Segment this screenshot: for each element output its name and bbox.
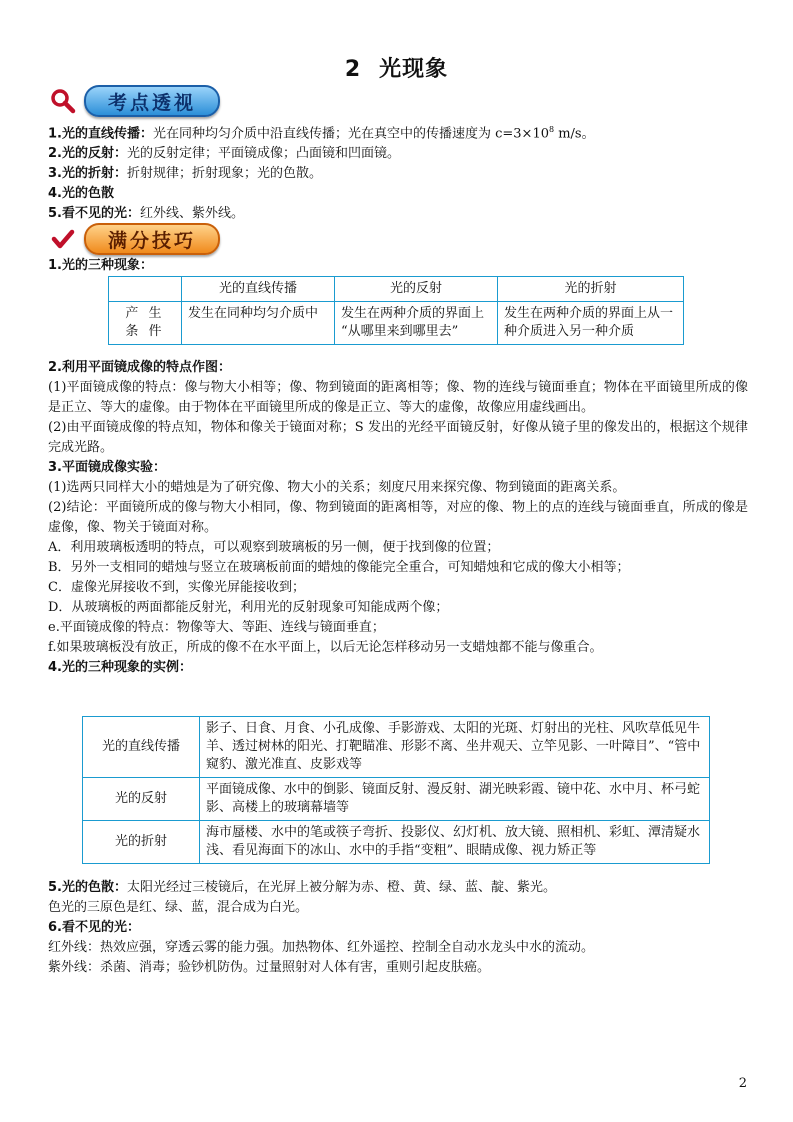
table-row: 光的直线传播 光的反射 光的折射 xyxy=(109,277,684,302)
list-item: 3.光的折射：折射规律；折射现象；光的色散。 xyxy=(48,166,322,182)
checkmark-icon xyxy=(48,224,78,254)
list-item: C．虚像光屏接收不到，实像光屏能接收到； xyxy=(48,580,305,595)
paragraph: 紫外线：杀菌、消毒；验钞机防伪。过量照射对人体有害，重则引起皮肤癌。 xyxy=(48,960,491,975)
page-title xyxy=(0,52,793,83)
section1-list xyxy=(48,120,748,224)
paragraph: (2)结论：平面镜所成的像与物大小相同，像、物到镜面的距离相等，对应的像、物上的点的连线与镜面垂直，所成的像是虚像，像、物关于镜面对称。 xyxy=(48,500,748,535)
section2-body: 2.利用平面镜成像的特点作图： (1)平面镜成像的特点：像与物大小相等；像、物到镜面的距离相等；像、物的连线与镜面垂直；物体在平面镜里所成的像是正立、等大的虚像。由于物体在平面镜里所成的像是正立、等大的虚像，故像应用虚线画出。 (2)由平面镜成像的特点知，物体和像关于镜面对称；S 发出的光经平面镜反射，好像从镜子里的像发出的，根据这个规律完成光路。 3.平面镜成像实验： (1)选两只同样大小的蜡烛是为了研究像、物大小的关系；刻度尺用来探究像、物到镜面的距离关系。 (2)结论：平面镜所成的像与物大小相同，像、物到镜面的距离相等，对应的像、物上的点的连线与镜面垂直，所成的像是虚像，像、物关于镜面对称。 A．利用玻璃板透明的特点，可以观察到玻璃板的另一侧，便于找到像的位置； B．另外一支相同的蜡烛与竖立在玻璃板前面的蜡烛的像能完全重合，可知蜡烛和它成的像大小相等； C．虚像光屏接收不到，实像光屏能接收到； D．从玻璃板的两面都能反射光，利用光的反射现象可知能成两个像； e.平面镜成像的特点：物像等大、等距、连线与镜面垂直； f.如果玻璃板没有放正，所成的像不在水平面上，以后无论怎样移动另一支蜡烛都不能与像重合。 4.光的三种现象的实例： xyxy=(48,360,748,675)
phenomena-table xyxy=(108,276,684,345)
paragraph: (2)由平面镜成像的特点知，物体和像关于镜面对称；S 发出的光经平面镜反射，好像从镜子里的像发出的，根据这个规律完成光路。 xyxy=(48,420,748,455)
section-badge-manfen xyxy=(48,224,220,254)
table-row: 光的直线传播 影子、日食、月食、小孔成像、手影游戏、太阳的光斑、灯射出的光柱、风吹草低见牛羊、透过树林的阳光、打靶瞄准、形影不离、坐井观天、立竿见影、一叶障目”、“管中窥豹、激光准直、皮影戏等 xyxy=(83,717,710,778)
table-row: 产 生 条 件 发生在同种均匀介质中 发生在两种介质的界面上 “从哪里来到哪里去” 发生在两种介质的界面上从一种介质进入另一种介质 xyxy=(109,302,684,345)
badge-label: 考点透视 xyxy=(84,85,220,117)
list-item: 4.光的色散 xyxy=(48,186,114,202)
paragraph: (1)平面镜成像的特点：像与物大小相等；像、物到镜面的距离相等；像、物的连线与镜面垂直；物体在平面镜里所成的像是正立、等大的虚像。由于物体在平面镜里所成的像是正立、等大的虚像，故像应用虚线画出。 xyxy=(48,380,748,415)
table-row: 光的反射 平面镜成像、水中的倒影、镜面反射、漫反射、湖光映彩霞、镜中花、水中月、杯弓蛇影、高楼上的玻璃幕墙等 xyxy=(83,778,710,821)
section-badge-kaodian xyxy=(48,86,220,116)
heading-three-phenomena: 1.光的三种现象： xyxy=(48,258,153,273)
table-row: 光的折射 海市蜃楼、水中的笔或筷子弯折、投影仪、幻灯机、放大镜、照相机、彩虹、潭清疑水浅、看见海面下的冰山、水中的手指“变粗”、眼睛成像、视力矫正等 xyxy=(83,821,710,864)
list-item: 1.光的直线传播：光在同种均匀介质中沿直线传播；光在真空中的传播速度为 $c=3\times 10^8$ m/s。 xyxy=(48,125,595,142)
paragraph: 色光的三原色是红、绿、蓝，混合成为白光。 xyxy=(48,900,309,915)
list-item: 2.光的反射：光的反射定律；平面镜成像；凸面镜和凹面镜。 xyxy=(48,146,400,162)
section2-tail: 5.光的色散：太阳光经过三棱镜后，在光屏上被分解为赤、橙、黄、绿、蓝、靛、紫光。 色光的三原色是红、绿、蓝，混合成为白光。 6.看不见的光： 红外线：热效应强，穿透云雾的能力强。加热物体、红外遥控、控制全自动水龙头中水的流动。 紫外线：杀菌、消毒；验钞机防伪。过量照射对人体有害，重则引起皮肤癌。 xyxy=(48,878,748,978)
paragraph: 红外线：热效应强，穿透云雾的能力强。加热物体、红外遥控、控制全自动水龙头中水的流动。 xyxy=(48,940,595,955)
chapter-title: 光现象 xyxy=(379,57,449,82)
magnifier-icon xyxy=(48,86,78,116)
list-item: e.平面镜成像的特点：物像等大、等距、连线与镜面垂直； xyxy=(48,620,385,635)
page-number: 2 xyxy=(738,1076,747,1091)
chapter-number: 2 xyxy=(344,57,362,82)
list-item: f.如果玻璃板没有放正，所成的像不在水平面上，以后无论怎样移动另一支蜡烛都不能与像重合。 xyxy=(48,640,603,655)
examples-table xyxy=(82,716,710,864)
list-item: D．从玻璃板的两面都能反射光，利用光的反射现象可知能成两个像； xyxy=(48,600,449,615)
list-item: A．利用玻璃板透明的特点，可以观察到玻璃板的另一侧，便于找到像的位置； xyxy=(48,540,500,555)
paragraph: (1)选两只同样大小的蜡烛是为了研究像、物大小的关系；刻度尺用来探究像、物到镜面的距离关系。 xyxy=(48,480,626,495)
badge-label: 满分技巧 xyxy=(84,223,220,255)
list-item: 5.看不见的光：红外线、紫外线。 xyxy=(48,206,244,222)
list-item: B．另外一支相同的蜡烛与竖立在玻璃板前面的蜡烛的像能完全重合，可知蜡烛和它成的像大小相等； xyxy=(48,560,630,575)
